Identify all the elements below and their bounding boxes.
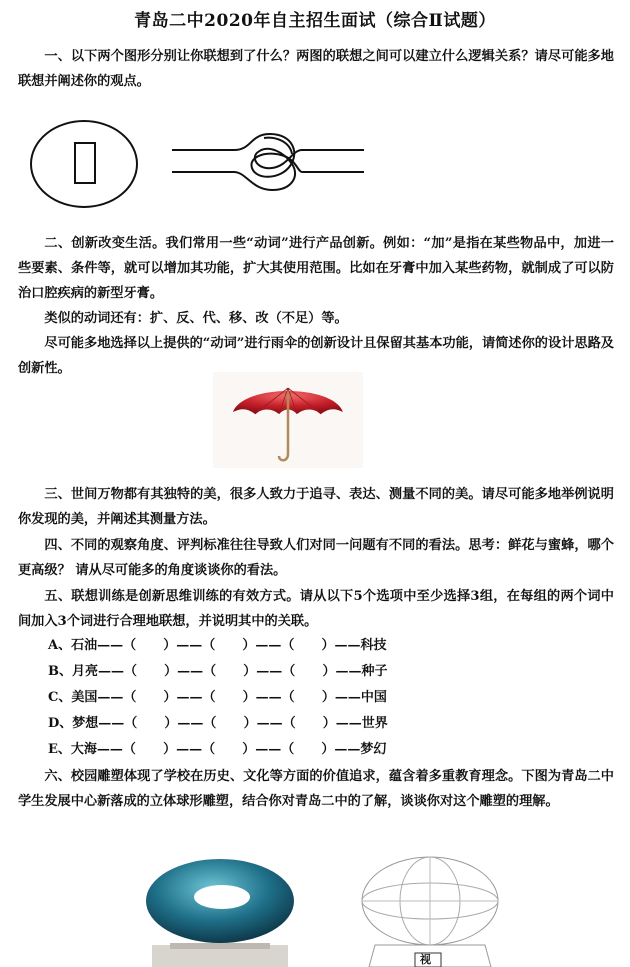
question-2-paragraph-2: 类似的动词还有：扩、反、代、移、改（不足）等。	[44, 311, 348, 326]
option-b: B、月亮——（ ）——（ ）——（ ）——种子	[48, 664, 388, 679]
umbrella-image	[213, 372, 363, 468]
knot-figure	[172, 130, 367, 200]
sculpture-photo	[140, 853, 300, 967]
question-1-text: 一、以下两个图形分别让你联想到了什么？两图的联想之间可以建立什么逻辑关系？请尽可能多地联想并阐述你的观点。	[18, 49, 614, 89]
question-3-text: 三、世间万物都有其独特的美，很多人致力于追寻、表达、测量不同的美。请尽可能多地举例说明你发现的美，并阐述其测量方法。	[18, 487, 614, 527]
question-4-text: 四、不同的观察角度、评判标准往往导致人们对同一问题有不同的看法。思考：鲜花与蜜蜂，哪个更高级？ 请从尽可能多的角度谈谈你的看法。	[18, 538, 614, 578]
option-a: A、石油——（ ）——（ ）——（ ）——科技	[48, 638, 387, 653]
page-title: 青岛二中2020年自主招生面试（综合Ⅱ试题）	[134, 11, 496, 31]
option-c: C、美国——（ ）——（ ）——（ ）——中国	[48, 690, 387, 705]
option-e: E、大海——（ ）——（ ）——（ ）——梦幻	[48, 742, 387, 757]
question-5-text: 五、联想训练是创新思维训练的有效方式。请从以下5个选项中至少选择3组，在每组的两个词中间加入3个词进行合理地联想，并说明其中的关联。	[18, 589, 614, 629]
option-d: D、梦想——（ ）——（ ）——（ ）——世界	[48, 716, 388, 731]
question-2-paragraph-3: 尽可能多地选择以上提供的“动词”进行雨伞的创新设计且保留其基本功能，请简述你的设计思路及创新性。	[18, 336, 614, 376]
question-2-paragraph-1: 二、创新改变生活。我们常用一些“动词”进行产品创新。例如：“加”是指在某些物品中，加进一些要素、条件等，就可以增加其功能，扩大其使用范围。比如在牙膏中加入某些药物，就制成了可以防治口腔疾病的新型牙膏。	[18, 236, 614, 301]
sculpture-sketch	[355, 853, 505, 967]
coin-figure	[28, 118, 143, 210]
sketch-label: 视	[420, 953, 431, 966]
question-6-text: 六、校园雕塑体现了学校在历史、文化等方面的价值追求，蕴含着多重教育理念。下图为青岛二中学生发展中心新落成的立体球形雕塑，结合你对青岛二中的了解，谈谈你对这个雕塑的理解。	[18, 769, 614, 809]
